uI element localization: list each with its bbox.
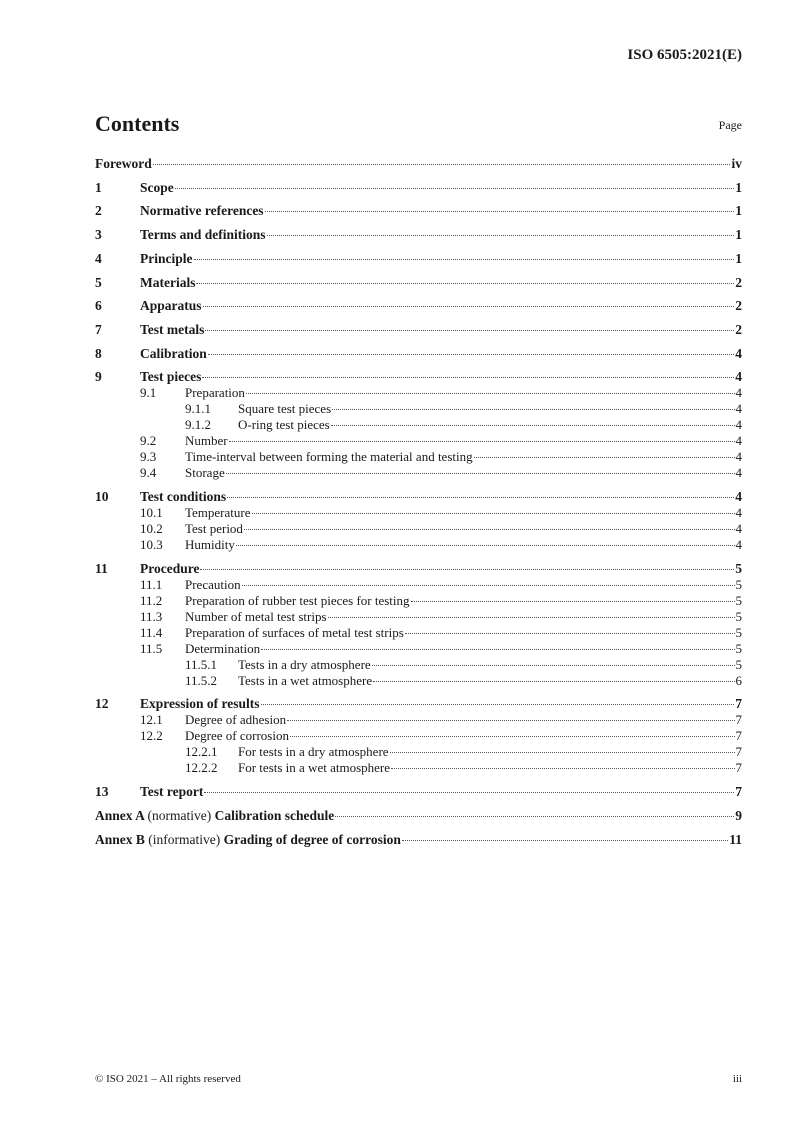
toc-entry-page: 1 [735, 227, 742, 243]
toc-entry-page: 7 [735, 784, 742, 800]
toc-entry[interactable] [95, 625, 742, 641]
toc-entry-page: 5 [735, 640, 742, 656]
toc-entry[interactable] [95, 346, 742, 362]
dot-leader [332, 409, 734, 410]
toc-entry-number: 8 [95, 345, 102, 361]
toc-entry-number: 9.1.2 [185, 417, 211, 433]
annex-title: Grading of degree of corrosion [223, 831, 401, 847]
toc-entry[interactable] [95, 696, 742, 712]
toc-entry[interactable] [95, 537, 742, 553]
toc-entry-number: 12.2 [140, 728, 163, 744]
toc-entry-number: 11.4 [140, 624, 163, 640]
toc-entry[interactable] [95, 322, 742, 338]
toc-entry-title: Square test pieces [238, 401, 332, 417]
toc-entry-page: 4 [735, 537, 742, 552]
dot-leader [242, 585, 735, 586]
dot-leader [261, 704, 735, 705]
toc-entry-number: 9 [95, 369, 102, 385]
toc-entry-page: 2 [735, 298, 742, 314]
toc-entry-page: 5 [735, 560, 742, 576]
toc-entry-page: 6 [735, 672, 742, 688]
toc-entry-number: 10.1 [140, 505, 163, 520]
dot-leader [391, 768, 735, 769]
toc-entry-title: Scope [140, 179, 174, 195]
toc-entry-title: Test pieces [140, 369, 202, 385]
toc-entry-number: 12.2.2 [185, 760, 218, 776]
toc-entry[interactable] [95, 156, 742, 172]
toc-entry-page: 4 [735, 433, 742, 449]
toc-entry-page: 1 [735, 250, 742, 266]
toc-entry-title: Tests in a wet atmosphere [238, 672, 373, 688]
dot-leader [390, 752, 735, 753]
dot-leader [194, 259, 735, 260]
dot-leader [267, 235, 735, 236]
toc-entry-title: Number [185, 433, 228, 449]
toc-entry-title: Test period [185, 521, 243, 536]
dot-leader [265, 211, 735, 212]
dot-leader [335, 816, 734, 817]
toc-entry[interactable] [95, 577, 742, 593]
toc-entry-title: Preparation [185, 385, 245, 401]
toc-entry-title: For tests in a dry atmosphere [238, 744, 389, 760]
toc-entry-number: 9.3 [140, 449, 157, 465]
toc-entry[interactable] [95, 227, 742, 243]
toc-entry[interactable] [95, 203, 742, 219]
toc-entry[interactable] [95, 298, 742, 314]
toc-entry-page: 4 [735, 345, 742, 361]
toc-entry-number: 1 [95, 179, 102, 195]
dot-leader [153, 164, 731, 165]
toc-entry-number: 10 [95, 489, 109, 504]
toc-entry-title: Test metals [140, 321, 205, 337]
annex-label: Annex A [95, 807, 145, 823]
dot-leader [236, 545, 735, 546]
toc-entry-title: Test conditions [140, 489, 227, 504]
toc-entry-title: Principle [140, 250, 193, 266]
toc-entry[interactable] [95, 449, 742, 465]
toc-entry-title: Calibration [140, 345, 207, 361]
annex-qualifier: (informative) [148, 831, 221, 847]
toc-entry[interactable] [95, 561, 742, 577]
toc-entry-title: Number of metal test strips [185, 608, 327, 624]
toc-entry-title: Materials [140, 274, 196, 290]
toc-entry-title: Apparatus [140, 298, 202, 314]
toc-entry[interactable] [95, 251, 742, 267]
toc-entry[interactable] [95, 609, 742, 625]
toc-entry-title: Normative references [140, 203, 264, 219]
dot-leader [226, 473, 735, 474]
toc-entry-page: 4 [735, 401, 742, 417]
toc-entry-title [95, 832, 401, 848]
toc-entry-title: Terms and definitions [140, 227, 266, 243]
dot-leader [208, 354, 734, 355]
toc-entry-page: 7 [735, 696, 742, 712]
toc-entry-title: Storage [185, 465, 225, 481]
page-title: Contents [95, 111, 180, 136]
toc-entry-title: O-ring test pieces [238, 417, 330, 433]
toc-entry-page: 1 [735, 179, 742, 195]
toc-entry-number: 11 [95, 560, 108, 576]
dot-leader [196, 283, 734, 284]
toc-entry-number: 11.2 [140, 592, 163, 608]
toc-entry-number: 12 [95, 696, 109, 712]
toc-entry[interactable] [95, 657, 742, 673]
toc-entry-number: 11.5.1 [185, 656, 218, 672]
toc-entry-title: Temperature [185, 505, 251, 520]
toc-entry-title: Expression of results [140, 696, 260, 712]
toc-entry-number: 2 [95, 203, 102, 219]
toc-entry-page: 4 [735, 449, 742, 465]
toc-entry-number: 5 [95, 274, 102, 290]
annex-qualifier: (normative) [147, 807, 212, 823]
toc-entry-page: 5 [735, 576, 742, 592]
toc-entry-number: 11.5.2 [185, 672, 218, 688]
toc-entry[interactable] [95, 784, 742, 800]
toc-entry-title: Test report [140, 784, 204, 800]
toc-entry-number: 7 [95, 321, 102, 337]
toc-entry-title: Tests in a dry atmosphere [238, 656, 371, 672]
toc-entry-page: 5 [735, 624, 742, 640]
toc-entry[interactable] [95, 433, 742, 449]
toc-entry-number: 13 [95, 784, 109, 800]
toc-entry-title: Precaution [185, 576, 241, 592]
toc-entry-page: 7 [735, 744, 742, 760]
dot-leader [200, 569, 734, 570]
toc-entry[interactable] [95, 712, 742, 728]
toc-entry-number: 10.2 [140, 521, 163, 536]
dot-leader [244, 529, 735, 530]
toc-entry-number: 9.2 [140, 433, 157, 449]
dot-leader [229, 441, 735, 442]
toc-entry-number: 9.1.1 [185, 401, 211, 417]
toc-entry[interactable] [95, 521, 742, 537]
toc-entry-number: 6 [95, 298, 102, 314]
toc-entry-number: 3 [95, 227, 102, 243]
dot-leader [372, 665, 735, 666]
toc-entry-number: 12.2.1 [185, 744, 218, 760]
toc-entry-page: 4 [735, 465, 742, 481]
dot-leader [331, 425, 735, 426]
toc-entry[interactable] [95, 417, 742, 433]
toc-entry-page: 5 [735, 608, 742, 624]
toc-entry-page: 7 [735, 728, 742, 744]
toc-entry[interactable] [95, 760, 742, 776]
toc-entry[interactable] [95, 832, 742, 848]
toc-entry-page: 9 [735, 807, 742, 823]
dot-leader [290, 736, 735, 737]
dot-leader [402, 840, 728, 841]
toc-entry[interactable] [95, 180, 742, 196]
toc-entry-number: 11.1 [140, 576, 163, 592]
toc-entry[interactable] [95, 728, 742, 744]
toc-entry-number: 12.1 [140, 712, 163, 728]
dot-leader [405, 633, 735, 634]
dot-leader [203, 306, 735, 307]
toc-entry-page: 4 [735, 369, 742, 385]
toc-entry-title [95, 808, 334, 824]
toc-entry[interactable] [95, 593, 742, 609]
toc-entry[interactable] [95, 673, 742, 689]
toc-entry-title: For tests in a wet atmosphere [238, 760, 390, 776]
toc-entry-page: iv [731, 156, 742, 171]
page-column-label: Page [718, 118, 742, 132]
toc-entry-title: Degree of adhesion [185, 712, 287, 728]
toc-entry-title: Foreword [95, 156, 152, 171]
toc-entry-page: 2 [735, 321, 742, 337]
toc-entry[interactable] [95, 275, 742, 291]
toc-entry-page: 5 [735, 656, 742, 672]
dot-leader [287, 720, 734, 721]
dot-leader [373, 681, 734, 682]
toc-entry[interactable] [95, 808, 742, 824]
toc-entry-title: Humidity [185, 537, 235, 552]
toc-entry-title: Determination [185, 640, 261, 656]
dot-leader [205, 330, 734, 331]
toc-entry[interactable] [95, 641, 742, 657]
toc-entry-title: Preparation of rubber test pieces for testing [185, 592, 410, 608]
toc-entry-number: 9.4 [140, 465, 157, 481]
toc-entry-number: 10.3 [140, 537, 163, 552]
toc-entry-page: 7 [735, 712, 742, 728]
toc-entry-page: 4 [735, 489, 742, 504]
dot-leader [202, 377, 734, 378]
toc-entry-number: 9.1 [140, 385, 157, 401]
toc-entry-page: 4 [735, 385, 742, 401]
copyright-footer: © ISO 2021 – All rights reserved [95, 1073, 241, 1085]
toc-entry-page: 5 [735, 592, 742, 608]
dot-leader [227, 497, 734, 498]
annex-title: Calibration schedule [214, 807, 335, 823]
toc-entry-number: 11.3 [140, 608, 163, 624]
dot-leader [252, 513, 735, 514]
toc-entry-title: Procedure [140, 560, 200, 576]
toc-entry[interactable] [95, 369, 742, 385]
toc-entry-page: 4 [735, 417, 742, 433]
toc-entry-title: Preparation of surfaces of metal test strips [185, 624, 404, 640]
dot-leader [175, 188, 735, 189]
toc-entry-page: 2 [735, 274, 742, 290]
toc-entry-title: Time-interval between forming the material and testing [185, 449, 473, 465]
toc-entry[interactable] [95, 385, 742, 401]
toc-entry-number: 4 [95, 250, 102, 266]
toc-entry-page: 1 [735, 203, 742, 219]
toc-entry[interactable] [95, 489, 742, 505]
dot-leader [261, 649, 734, 650]
toc-entry-page: 4 [735, 521, 742, 536]
toc-entry-page: 7 [735, 760, 742, 776]
page-number: iii [732, 1073, 742, 1085]
annex-label: Annex B [95, 831, 145, 847]
dot-leader [474, 457, 735, 458]
toc-entry[interactable] [95, 744, 742, 760]
dot-leader [411, 601, 735, 602]
toc-entry[interactable] [95, 505, 742, 521]
dot-leader [246, 393, 735, 394]
toc-entry-number: 11.5 [140, 640, 163, 656]
dot-leader [328, 617, 735, 618]
dot-leader [204, 792, 734, 793]
document-id-header: ISO 6505:2021(E) [627, 47, 742, 63]
toc-entry-title: Degree of corrosion [185, 728, 289, 744]
toc-entry-page: 4 [735, 505, 742, 520]
toc-entry[interactable] [95, 401, 742, 417]
toc-entry-page: 11 [729, 831, 742, 847]
toc-entry[interactable] [95, 465, 742, 481]
